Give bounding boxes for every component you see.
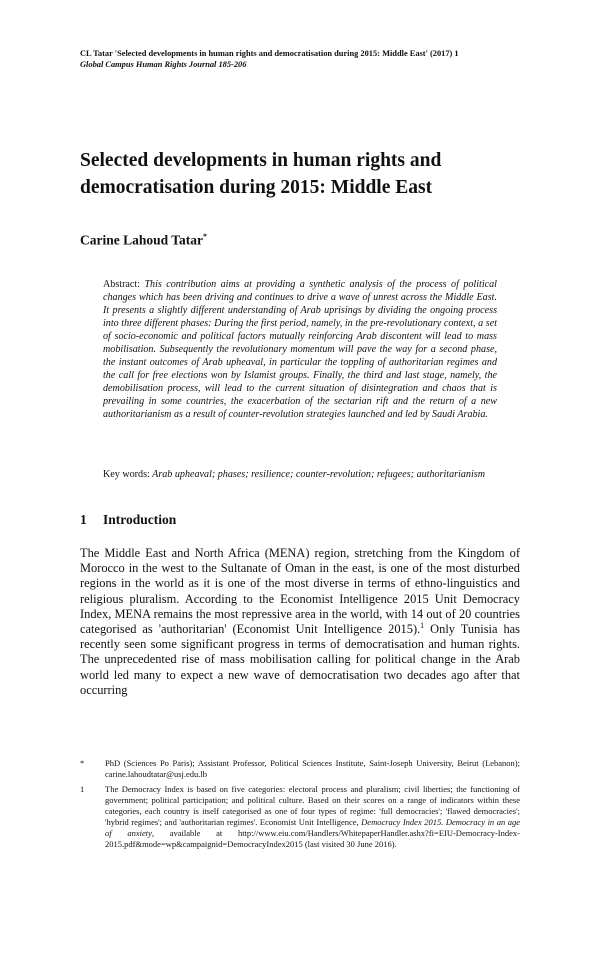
author-name: Carine Lahoud Tatar <box>80 232 204 248</box>
footnote-text <box>105 784 520 850</box>
abstract-label: Abstract: <box>103 279 140 290</box>
paper-title: Selected developments in human rights and democratisation during 2015: Middle East <box>80 150 442 198</box>
running-head <box>80 48 520 70</box>
abstract <box>103 278 497 421</box>
section-number: 1 <box>80 512 87 527</box>
footnotes <box>80 758 520 854</box>
running-head-journal: Global Campus Human Rights Journal 185-206 <box>80 60 247 69</box>
author-line <box>80 232 520 249</box>
keywords-text: Arab upheaval; phases; resilience; counter-revolution; refugees; authoritarianism <box>149 469 485 480</box>
body-paragraph <box>80 546 520 698</box>
footnote <box>80 758 520 780</box>
section-title: Introduction <box>103 512 177 527</box>
keywords <box>103 468 497 481</box>
footnote-text-part-1: The Democracy Index is based on five categories: electoral process and pluralism; civil liberties; the functioning of government; political participation; and political culture. Based on their scores on a range of indicators within these categories, each country is itself categorised as one of four types of regime: 'full democracies'; 'flawed democracies'; 'hybrid regimes'; and 'authoritarian regimes'. Economist Unit Intelligence, <box>105 784 520 827</box>
abstract-text: This contribution aims at providing a synthetic analysis of the process of political changes which has been driving and continues to drive a wave of unrest across the Middle East. It presents a slightly different understanding of Arab uprisings by dividing the ongoing process into three different phases: During the first period, namely, in the pre-revolutionary context, a set of socio-economic and political factors mutually reinforcing Arab discontent will lead to mass mobilisation. Subsequently the revolutionary momentum will pave the way for a second phase, the instant outcomes of Arab upheaval, in particular the toppling of authoritarian regimes and the call for free elections won by Islamist groups. Finally, the third and last stage, namely, the demobilisation process, will lead to the current situation of disintegration and chaos that is prevailing in some countries, the exacerbation of the sectarian rift and the return of a new authoritarianism as a result of counter-revolution strategies launched and led by Saudi Arabia. <box>103 279 497 420</box>
footnote-text-part-2: , available at http://www.eiu.com/Handlers/WhitepaperHandler.ashx?fi=EIU-Democracy-Index-2015.pdf&mode=wp&campaignid=DemocracyIndex2015 (last visited 30 June 2016). <box>105 828 520 849</box>
footnote-report-title: Democracy Index 2015. Democracy in an age of anxiety <box>105 817 520 838</box>
footnote-reference: 1 <box>420 620 425 630</box>
footnote-text: PhD (Sciences Po Paris); Assistant Professor, Political Sciences Institute, Saint-Joseph University, Beirut (Lebanon); carine.lahoudtatar@usj.edu.lb <box>105 758 520 779</box>
footnote-mark: 1 <box>80 784 85 794</box>
section-heading <box>80 512 520 528</box>
body-text-part-1: The Middle East and North Africa (MENA) region, stretching from the Kingdom of Morocco in the west to the Sultanate of Oman in the east, is one of the most disturbed regions in the world as it is one of the most diverse in terms of ethno-linguistics and religious pluralism. According to the Economist Intelligence 2015 Unit Democracy Index, MENA remains the most repressive area in the world, with 14 out of 20 countries categorised as 'authoritarian' (Economist Unit Intelligence 2015). <box>80 546 520 637</box>
author-footnote-mark: * <box>203 232 208 241</box>
body-text-part-2: Only Tunisia has recently seen some significant progress in terms of democratisation and human rights. The unprecedented rise of mass mobilisation calling for political change in the Arab world led many to expect a new wave of democratisation two decades ago after that occurring <box>80 622 520 697</box>
keywords-label: Key words: <box>103 469 150 480</box>
footnote-mark: * <box>80 758 85 768</box>
footnote <box>80 784 520 850</box>
running-head-citation: CL Tatar 'Selected developments in human rights and democratisation during 2015: Middle East' (2017) 1 <box>80 49 459 58</box>
